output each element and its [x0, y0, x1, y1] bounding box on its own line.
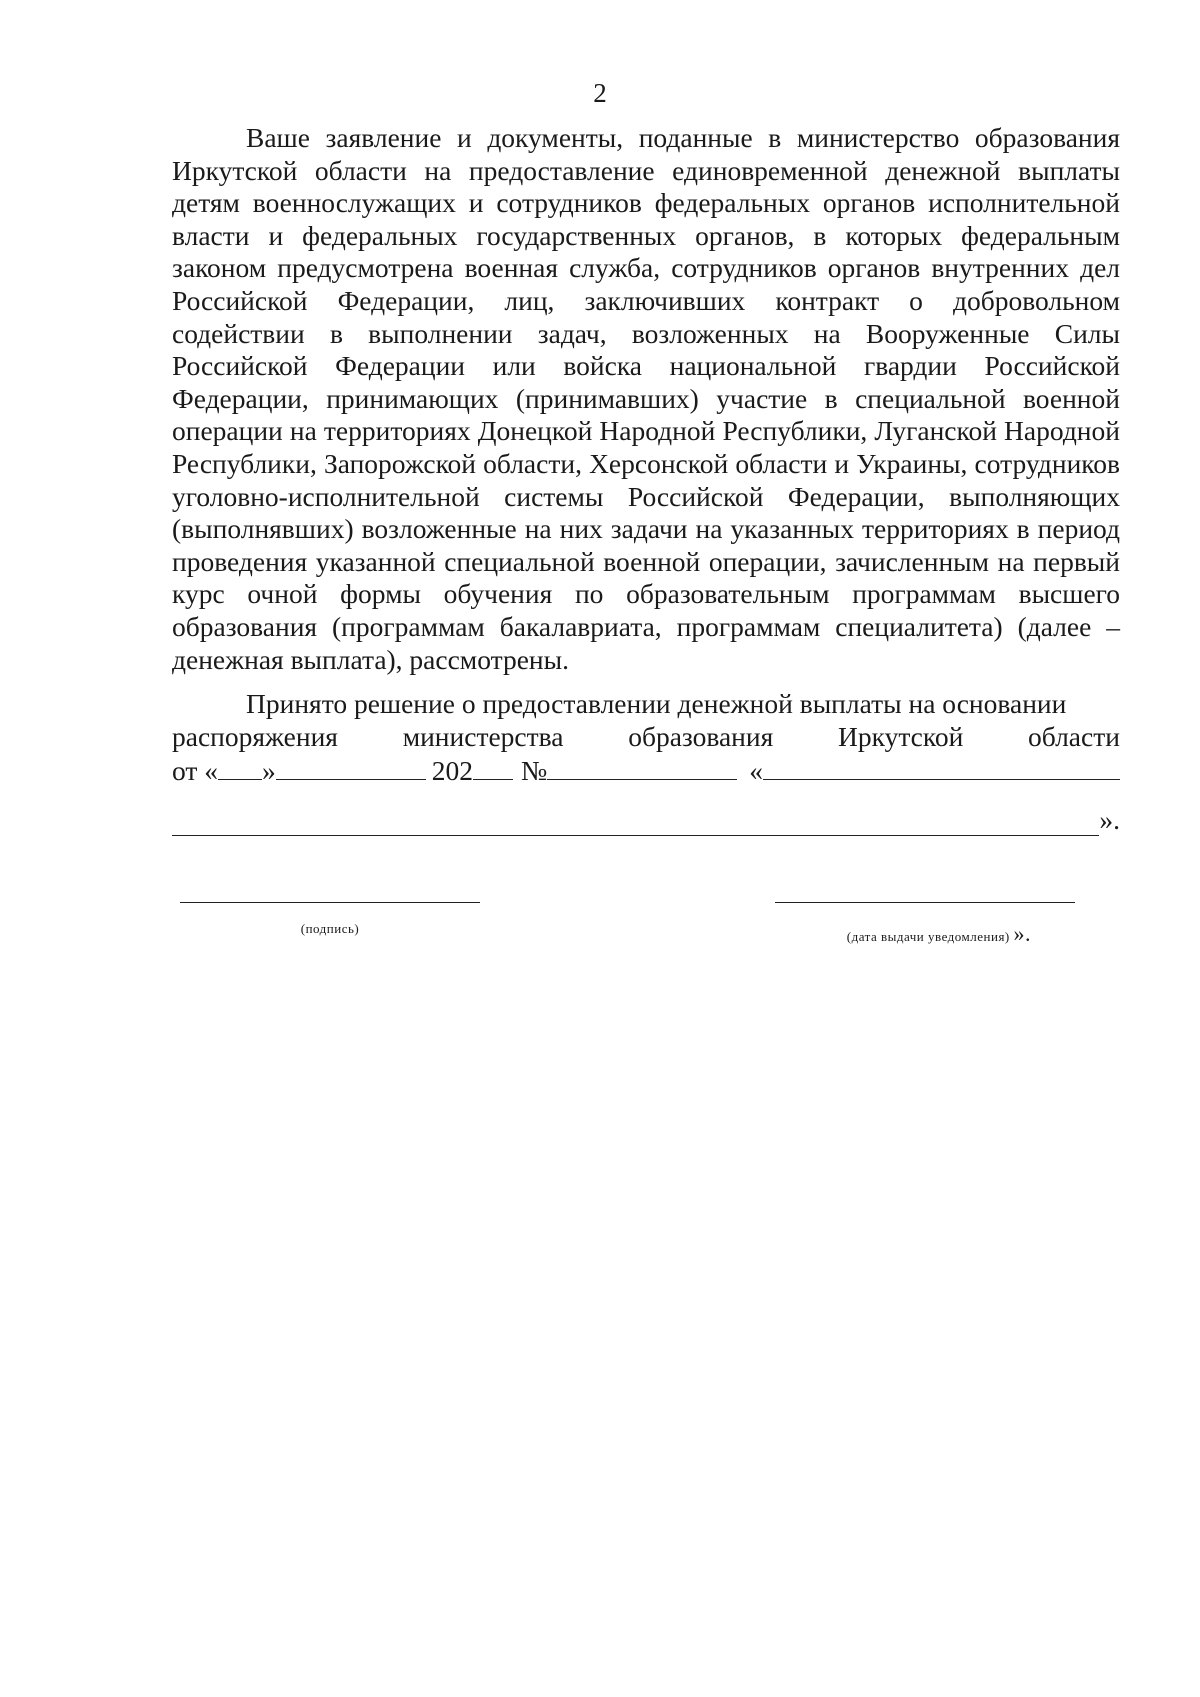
document-body [172, 122, 1120, 676]
decision-date-number-line [172, 753, 1120, 786]
word-ministry: министерства [402, 720, 564, 752]
signature-line[interactable] [180, 902, 480, 903]
word-education: образования [628, 720, 774, 752]
issue-date-closing: ». [1013, 921, 1031, 946]
page-number: 2 [593, 78, 607, 108]
word-order: распоряжения [172, 720, 338, 752]
signature-caption: (подпись) [300, 921, 360, 936]
number-blank[interactable] [547, 753, 737, 780]
issue-date-block [775, 902, 1075, 947]
paragraph-application-reviewed: Ваше заявление и документы, поданные в министерство образования Иркутской области на предоставление единовременной денежной выплаты детям военнослужащих и сотрудников федеральных органов исполнительной власти и федеральных государственных органов, в которых федеральным законом предусмотрена военная служба, сотрудников органов внутренних дел Российской Федерации, лиц, заключивших контракт о добровольном содействии в выполнении задач, возложенных на Вооруженные Силы Российской Федерации или войска национальной гвардии Российской Федерации, принимающих (принимавших) участие в специальной военной операции на территориях Донецкой Народной Республики, Луганской Народной Республики, Запорожской области, Херсонской области и Украины, сотрудников уголовно-исполнительной системы Российской Федерации, выполняющих (выполнявших) возложенные на них задачи на указанных территориях в период проведения указанной специальной военной операции, зачисленным на первый курс очной формы обучения по образовательным программам высшего образования (программам бакалавриата, программам специалитета) (далее – денежная выплата), рассмотрены. [172, 122, 1120, 675]
date-prefix: от « [172, 755, 219, 787]
issue-date-caption [775, 921, 1075, 947]
decision-title-continuation [172, 800, 1120, 836]
issue-date-caption-text: (дата выдачи уведомления) [846, 929, 1010, 944]
date-quote-close: » [262, 755, 276, 787]
decision-text: Принято решение о предоставлении денежной выплаты на основании [246, 688, 1067, 719]
decision-block [172, 688, 1120, 786]
signature-block [180, 902, 480, 937]
issue-date-line[interactable] [775, 902, 1075, 903]
day-blank[interactable] [218, 753, 262, 780]
number-sign: № [521, 755, 548, 787]
title-quote-open: « [749, 755, 764, 787]
title-continuation-blank[interactable] [172, 807, 1099, 836]
decision-order-line [172, 721, 1120, 754]
year-prefix: 202 [431, 755, 474, 787]
word-irkutsk: Иркутской [837, 720, 964, 752]
title-blank[interactable] [763, 753, 1120, 780]
month-blank[interactable] [276, 753, 426, 780]
word-region: области [1028, 720, 1120, 752]
year-blank[interactable] [473, 753, 513, 780]
title-quote-close: ». [1099, 804, 1120, 835]
